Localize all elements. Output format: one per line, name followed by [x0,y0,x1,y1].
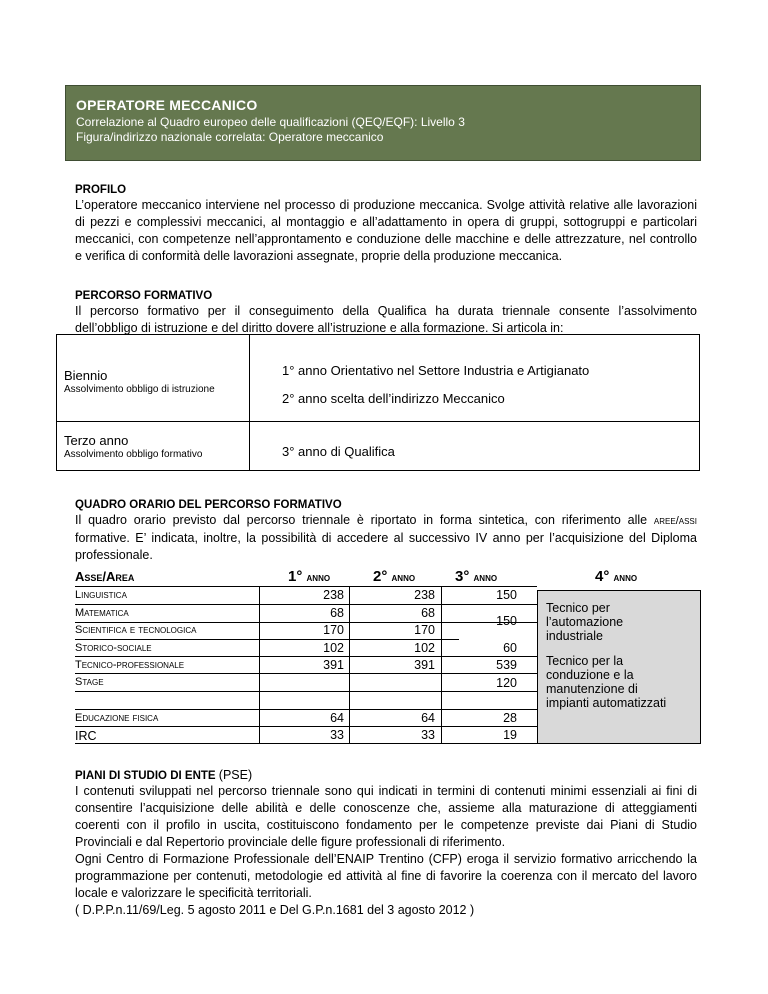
biennio-year2: 2° anno scelta dell’indirizzo Meccanico [282,391,505,406]
year2-header: 2° anno [373,568,416,585]
table-divider [249,335,250,470]
eqf-level-line: Correlazione al Quadro europeo delle qualificazioni (QEQ/EQF): Livello 3 [76,115,465,129]
hours-y2: 64 [421,711,435,725]
profilo-text: L’operatore meccanico interviene nel processo di produzione meccanica. Svolge attività relative alle lavorazioni di pezzi e complessivi meccanici, al montaggio e all’adattamento in opera di gruppi, sottogruppi e particolari meccanici, con competenze nell’approntamento e conduzione delle macchine e delle attrezzature, nel controllo e verifica di conformità delle lavorazioni assegnate, proprie della produzione meccanica. [75,198,697,263]
biennio-sub: Assolvimento obbligo di istruzione [64,384,215,395]
hours-y1: 238 [323,588,344,602]
hours-y1: 102 [323,641,344,655]
terzo-anno-label: Terzo anno [64,433,129,448]
hours-y2: 102 [414,641,435,655]
quadro-text: Il quadro orario previsto dal percorso triennale è riportato in forma sintetica, con riferimento alle aree/assi formative. E’ indicata, inoltre, la possibilità di accedere al successivo IV anno per l’acquisizione del Diploma professionale. [75,513,697,562]
grid-line [441,586,442,744]
hours-y2: 68 [421,606,435,620]
terzo-anno-value: 3° anno di Qualifica [282,444,395,459]
hours-y3: 60 [503,641,517,655]
piani-title: PIANI DI STUDIO DI ENTE (PSE) [75,768,253,782]
percorso-table [56,334,700,471]
document-title: OPERATORE MECCANICO [76,97,258,113]
area-scientifica: Scientifica e tecnologica [75,624,197,636]
area-matematica: Matematica [75,607,129,619]
grid-line [75,673,537,674]
hours-y2: 170 [414,623,435,637]
area-tecnico-professionale: Tecnico-professionale [75,659,185,671]
grid-line [75,743,537,744]
table-divider [57,421,699,422]
piani-reference: ( D.P.P.n.11/69/Leg. 5 agosto 2011 e Del G.P.n.1681 del 3 agosto 2012 ) [75,903,475,917]
hours-y2: 238 [414,588,435,602]
fourth-year-option-impianti: Tecnico per la conduzione e la manutenzione di impianti automatizzati [546,654,667,710]
grid-line [75,604,537,605]
biennio-year1: 1° anno Orientativo nel Settore Industria e Artigianato [282,363,590,378]
hours-y1: 170 [323,623,344,637]
fourth-year-option-automazione: Tecnico per l’automazione industriale [546,601,624,643]
percorso-section [75,289,697,337]
percorso-text: Il percorso formativo per il conseguimento della Qualifica ha durata triennale consente l’assolvimento dell’obbligo di istruzione e del diritto dovere all’istruzione e alla formazione. Si articola in: [75,304,697,335]
profilo-section [75,183,697,265]
hours-y2: 33 [421,728,435,742]
hours-y1: 64 [330,711,344,725]
hours-y3: 120 [496,676,517,690]
terzo-anno-sub: Assolvimento obbligo formativo [64,449,203,460]
piani-section [75,768,697,919]
grid-line [75,726,537,727]
area-stage: Stage [75,676,104,688]
hours-y3: 28 [503,711,517,725]
title-banner [65,85,701,161]
grid-line [75,656,537,657]
area-linguistica: Linguistica [75,589,127,601]
quadro-title: QUADRO ORARIO DEL PERCORSO FORMATIVO [75,499,342,511]
hours-y3: 539 [496,658,517,672]
grid-line [75,691,537,692]
area-educazione-fisica: Educazione fisica [75,712,159,724]
quadro-section [75,498,697,564]
hours-y3: 150 [496,614,517,628]
grid-line [75,639,459,640]
piani-paragraph-2: Ogni Centro di Formazione Professionale dell’ENAIP Trentino (CFP) eroga il servizio formativo arricchendo la programmazione per contenuti, metodologie ed attività al fine di favorire la coerenza con il mercato del lavoro locale e valorizzare le specificità territoriali. [75,852,697,900]
hours-y1: 68 [330,606,344,620]
grid-line [259,586,260,744]
year4-header: 4° anno [595,568,638,585]
piani-paragraph-1: I contenuti sviluppati nel percorso triennale sono qui indicati in termini di contenuti minimi essenziali ai fini di consentire l’acquisizione delle abilità e delle conoscenze che, assieme alla maturazione di atteggiamenti coerenti con il profilo in uscita, costituiscono fondamento per le competenze previste dai Piani di Studio Provinciali e dal Repertorio provinciale delle figure professionali di riferimento. [75,784,697,849]
hours-y1: 33 [330,728,344,742]
year1-header: 1° anno [288,568,331,585]
asse-area-header: Asse/Area [75,569,135,584]
hours-y1: 391 [323,658,344,672]
area-storico-sociale: Storico-sociale [75,642,152,654]
fourth-year-box [537,590,701,744]
grid-line [75,709,537,710]
grid-line [349,586,350,744]
hours-y3: 150 [496,588,517,602]
grid-line [75,586,537,587]
year3-header: 3° anno [455,568,498,585]
percorso-title: PERCORSO FORMATIVO [75,290,213,302]
national-figure-line: Figura/indirizzo nazionale correlata: Operatore meccanico [76,130,384,144]
profilo-title: PROFILO [75,184,127,196]
hours-y3: 19 [503,728,517,742]
biennio-label: Biennio [64,368,108,383]
hours-y2: 391 [414,658,435,672]
area-irc: IRC [75,729,97,743]
quadro-orario-table [75,568,701,744]
